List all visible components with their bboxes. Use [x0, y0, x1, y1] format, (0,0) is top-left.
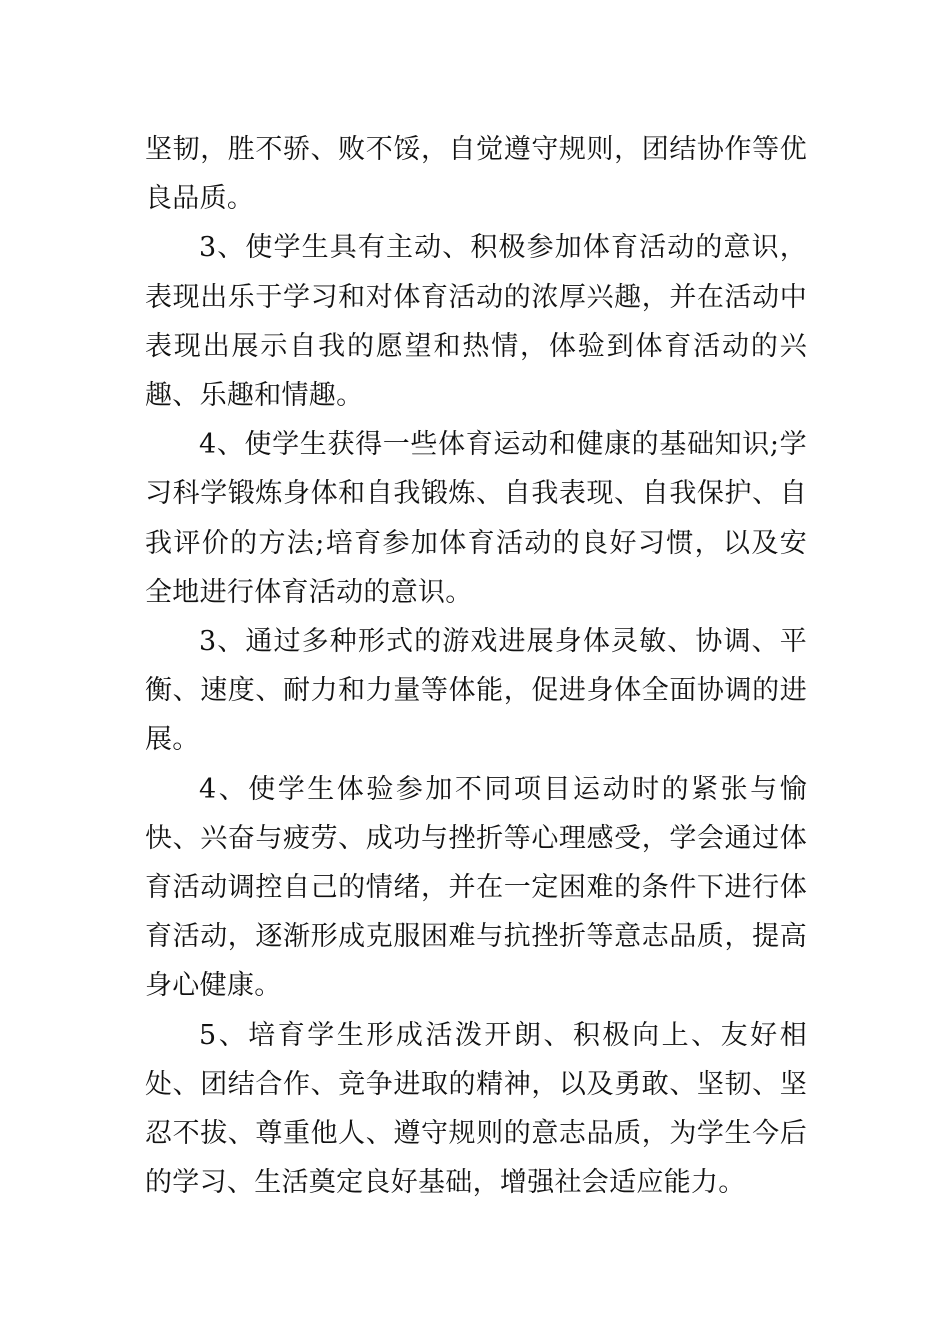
paragraph-item-3-fitness: 3、通过多种形式的游戏进展身体灵敏、协调、平衡、速度、耐力和力量等体能，促进身体全面协调的进展。: [145, 626, 807, 756]
paragraph-item-5-character: 5、培育学生形成活泼开朗、积极向上、友好相处、团结合作、竞争进取的精神，以及勇敢、坚韧、坚忍不拔、尊重他人、遵守规则的意志品质，为学生今后的学习、生活奠定良好基础，增强社会适应能力。: [145, 1019, 807, 1199]
paragraph-item-3-awareness: 3、使学生具有主动、积极参加体育活动的意识，表现出乐于学习和对体育活动的浓厚兴趣，并在活动中表现出展示自我的愿望和热情，体验到体育活动的兴趣、乐趣和情趣。: [145, 232, 807, 412]
paragraph-continuation: 坚韧，胜不骄、败不馁，自觉遵守规则，团结协作等优良品质。: [145, 134, 807, 215]
paragraph-item-4-emotion: 4、使学生体验参加不同项目运动时的紧张与愉快、兴奋与疲劳、成功与挫折等心理感受，学会通过体育活动调控自己的情绪，并在一定困难的条件下进行体育活动，逐渐形成克服困难与抗挫折等意志品质，提高身心健康。: [145, 773, 807, 1002]
paragraph-item-4-knowledge: 4、使学生获得一些体育运动和健康的基础知识;学习科学锻炼身体和自我锻炼、自我表现、自我保护、自我评价的方法;培育参加体育活动的良好习惯，以及安全地进行体育活动的意识。: [145, 429, 807, 608]
document-body: [145, 125, 807, 1207]
